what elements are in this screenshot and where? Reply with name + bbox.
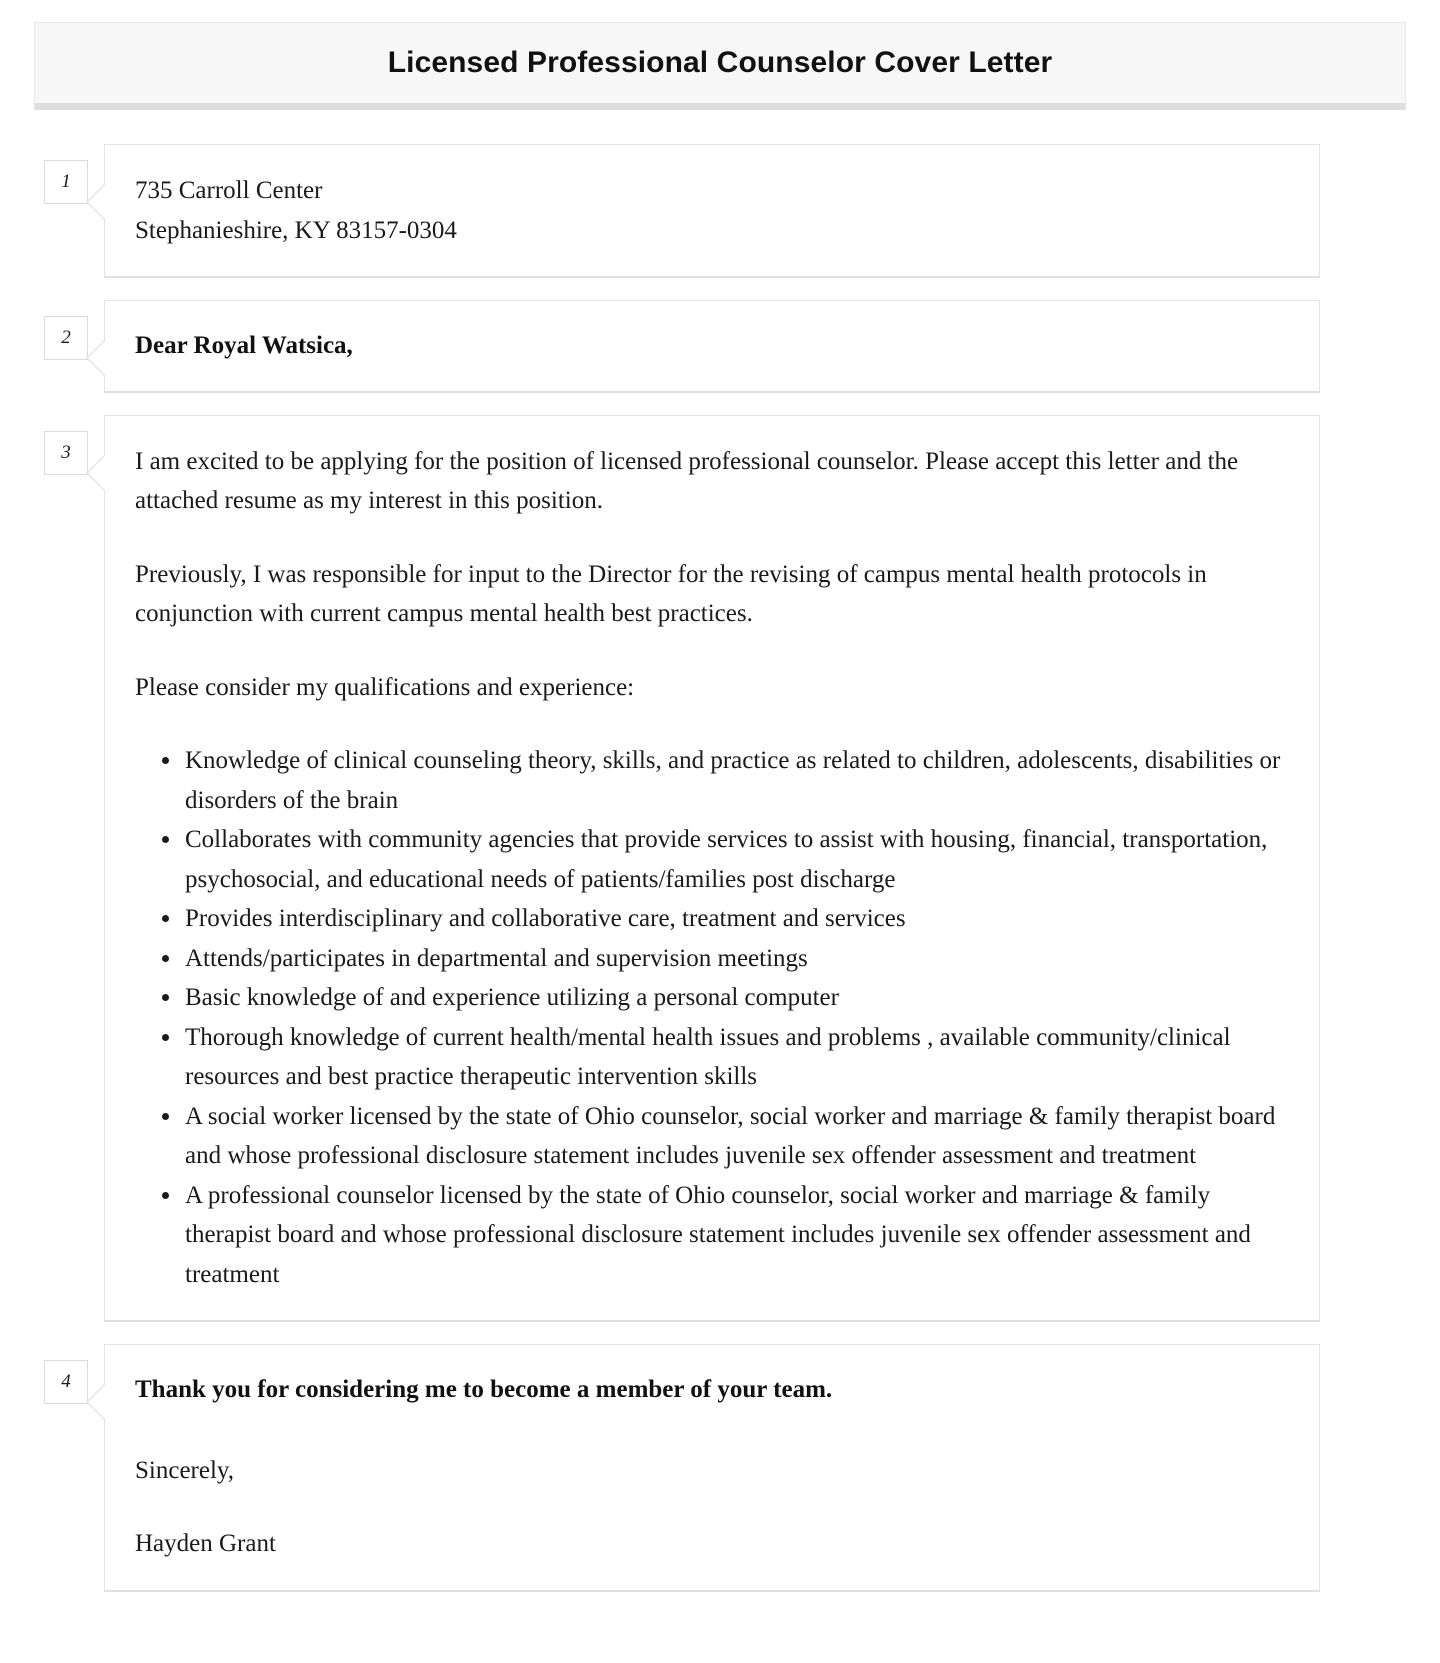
section-number-badge-3: 3 [44, 431, 88, 475]
cover-letter-page [0, 22, 1440, 1592]
body-paragraph-1: I am excited to be applying for the position of licensed professional counselor. Please accept this letter and the attached resume as my interest in this position. [135, 447, 1239, 514]
section-closing [0, 1344, 1440, 1592]
closing-box [104, 1344, 1320, 1592]
list-item: • Collaborates with community agencies that provide services to assist with housing, financial, transportation, psychosocial, and educational needs of patients/families post discharge [183, 820, 1289, 899]
thank-you-text: Thank you for considering me to become a member of your team. [135, 1376, 833, 1403]
callout-notch-inner-icon [88, 183, 107, 221]
closing-spacer-1 [135, 1409, 1289, 1451]
salutation-box [104, 300, 1320, 393]
address-line-1: 735 Carroll Center [135, 177, 323, 204]
callout-notch-inner-icon [88, 1383, 107, 1421]
body-paragraph-2: Previously, I was responsible for input to the Director for the revising of campus mental health protocols in conjunction with current campus mental health best practices. [135, 560, 1207, 627]
section-number-badge-1: 1 [44, 160, 88, 204]
list-item: • Thorough knowledge of current health/mental health issues and problems , available community/clinical resources and best practice therapeutic intervention skills [183, 1018, 1289, 1097]
list-item: • Provides interdisciplinary and collaborative care, treatment and services [183, 899, 1289, 939]
section-number-badge-2: 2 [44, 316, 88, 360]
list-item: • Knowledge of clinical counseling theory, skills, and practice as related to children, adolescents, disabilities or disorders of the brain [183, 741, 1289, 820]
list-item: • A social worker licensed by the state of Ohio counselor, social worker and marriage & family therapist board and whose professional disclosure statement includes juvenile sex offender assessment and treatment [183, 1097, 1289, 1176]
address-line-2: Stephanieshire, KY 83157-0304 [135, 216, 457, 244]
callout-notch-inner-icon [88, 339, 107, 377]
signature-name: Hayden Grant [135, 1530, 276, 1557]
sign-off-text: Sincerely, [135, 1456, 235, 1484]
section-number-badge-4: 4 [44, 1360, 88, 1404]
section-letter-body [0, 415, 1440, 1323]
qualifications-list [135, 741, 1289, 1294]
list-item: • A professional counselor licensed by the state of Ohio counselor, social worker and marriage & family therapist board and whose professional disclosure statement includes juvenile sex offender assessment and treatment [183, 1176, 1289, 1295]
address-box [104, 144, 1320, 278]
list-item: • Basic knowledge of and experience utilizing a personal computer [183, 978, 1289, 1018]
page-title: Licensed Professional Counselor Cover Letter [387, 46, 1053, 79]
body-paragraph-3: Please consider my qualifications and experience: [135, 673, 635, 701]
section-salutation [0, 300, 1440, 393]
salutation-text: Dear Royal Watsica, [135, 332, 353, 359]
document-header [34, 22, 1406, 110]
section-sender-address [0, 144, 1440, 278]
letter-body-box [104, 415, 1320, 1323]
callout-notch-inner-icon [88, 454, 107, 492]
list-item: • Attends/participates in departmental and supervision meetings [183, 939, 1289, 979]
letter-sections [0, 144, 1440, 1592]
closing-spacer-2 [135, 1490, 1289, 1524]
